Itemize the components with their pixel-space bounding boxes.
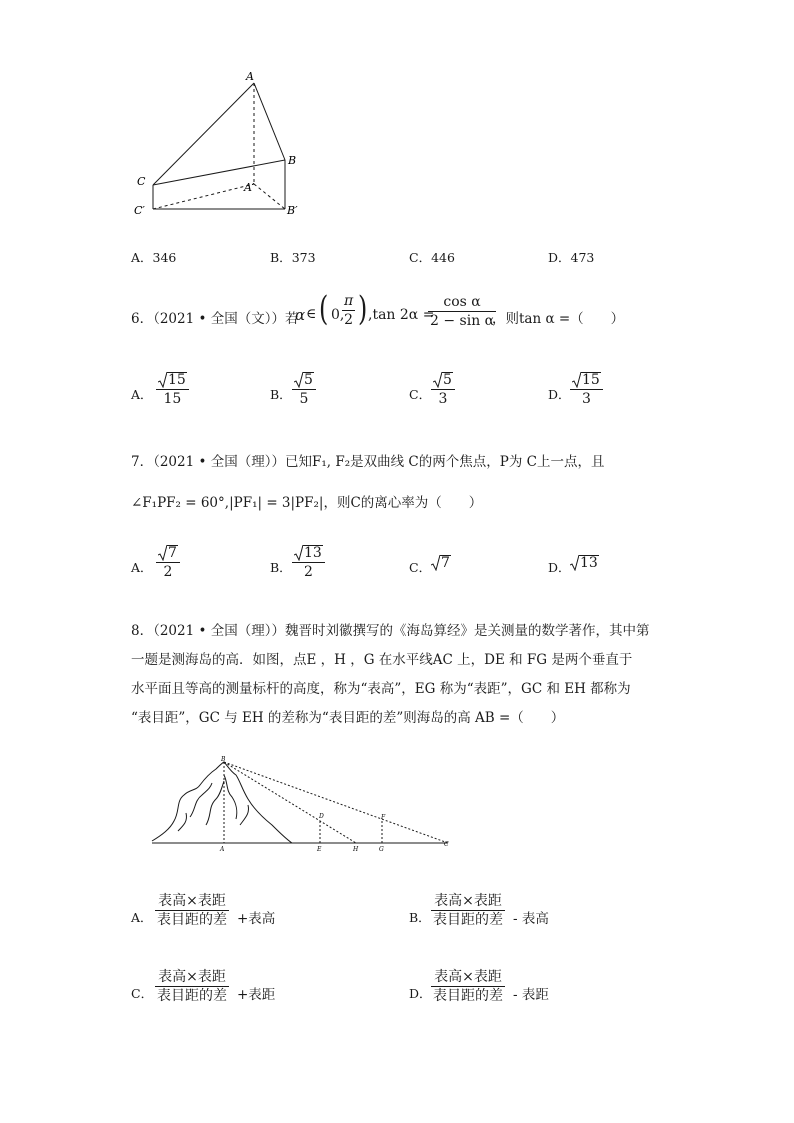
sightline-BH [224,762,356,843]
q6-pi-over-2: π 2 [344,293,354,328]
edge-CB [153,160,285,185]
q8-line-1: 8．（2021 • 全国（理））魏晋时刘徽撰写的《海岛算经》是关测量的数学著作，其中第 [131,623,650,639]
edge-AB [254,83,285,160]
fig-label-B: B [221,756,226,763]
mountain-outline [152,762,292,843]
label-A-prime: A′ [244,181,255,194]
fig-label-G: G [379,846,384,853]
fig-label-H: H [353,846,359,853]
q5-option-d: D．473 [548,250,595,265]
q6-right-paren: ) [358,289,368,329]
fig-label-C: C [444,841,449,848]
q5-option-b: B．373 [270,250,316,265]
edge-C1A1-dashed [153,184,254,209]
q8-line-4: “表目距”，GC 与 EH 的差称为“表目距的差”则海岛的高 AB =（ ） [131,710,565,726]
mountain-detail-1 [190,783,212,817]
q6-interval-open: 0, [331,307,345,323]
label-C: C [137,175,146,188]
mountain-detail-3 [224,775,237,819]
label-B: B [288,154,297,167]
mountain-detail-5 [240,805,249,825]
q7-line-1: 7．（2021 • 全国（理））已知F₁, F₂是双曲线 C的两个焦点，P为 C上一点，且 [131,454,605,470]
fig-label-E: E [317,846,322,853]
fig-label-D: D [319,813,324,820]
q5-option-c: C．446 [409,250,455,265]
edge-A1B1-dashed [254,184,285,209]
mountain-detail-4 [178,813,187,831]
prism-figure [125,66,315,226]
q8-line-2: 一题是测海岛的高．如图，点E ，H ，G 在水平线AC 上，DE 和 FG 是两个垂直于 [131,652,633,668]
mountain-detail-2 [206,781,224,825]
label-A: A [246,70,254,83]
label-B-prime: B′ [287,204,298,217]
q6-tan-part: ,tan 2α = [368,307,435,323]
sightline-BC [224,762,448,843]
q6-suffix: ，则tan α =（ ） [492,311,625,327]
label-C-prime: C′ [134,204,145,217]
fig-label-A: A [220,846,225,853]
q6-prefix: 6．（2021 • 全国（文））若 [131,311,299,327]
q6-main-fraction: cos α 2 − sin α [430,294,495,329]
q6-in-symbol: ∈ [306,306,317,322]
island-figure [150,755,460,855]
edge-CA [153,83,254,185]
q6-alpha: α [295,306,306,324]
q7-line-2: ∠F₁PF₂ = 60°,|PF₁| = 3|PF₂|，则C的离心率为（ ） [131,495,483,511]
q8-line-3: 水平面且等高的测量标杆的高度，称为“表高”，EG 称为“表距”，GC 和 EH 都称为 [131,681,631,697]
fig-label-F: F [381,814,386,821]
q6-left-paren: ( [319,289,329,329]
q5-option-a: A．346 [131,250,177,265]
